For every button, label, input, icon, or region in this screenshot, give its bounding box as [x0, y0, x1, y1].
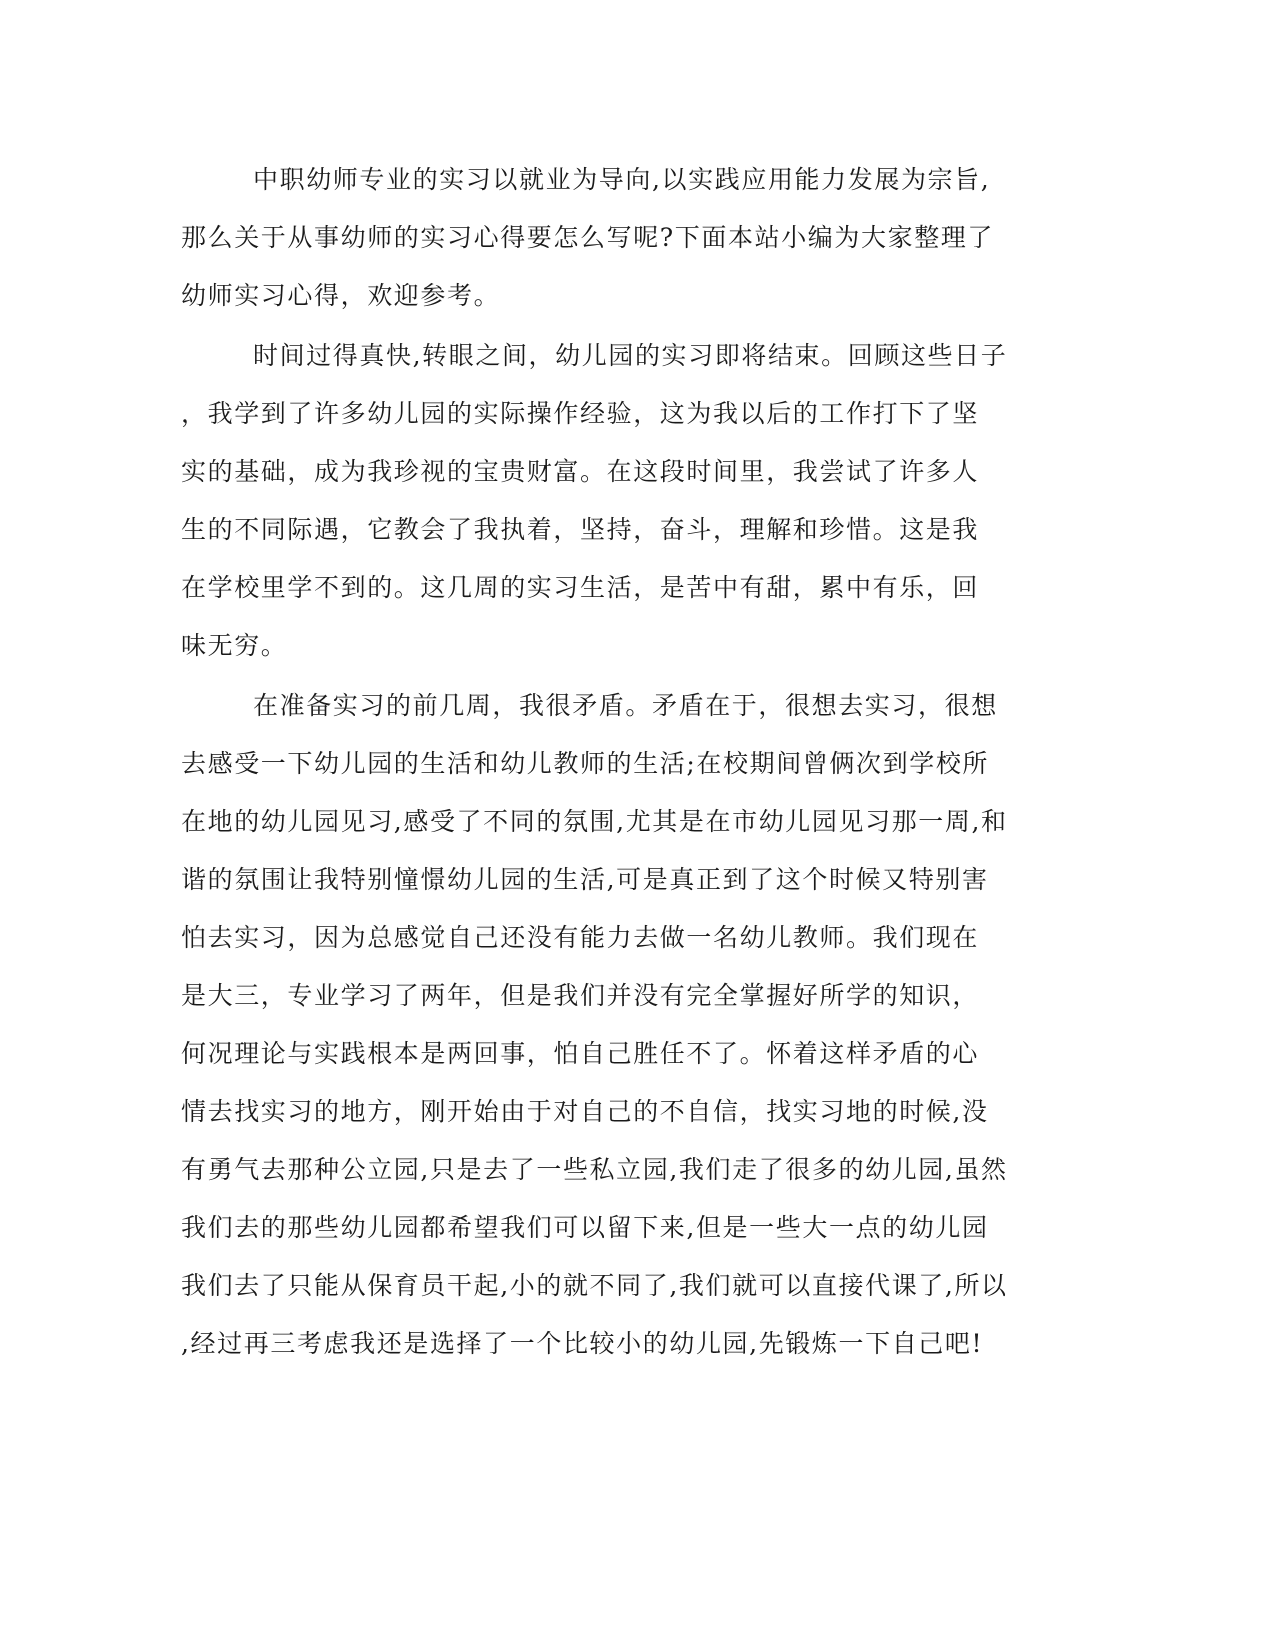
paragraph-3-line-4: 谐的氛围让我特别憧憬幼儿园的生活,可是真正到了这个时候又特别害 — [181, 865, 989, 894]
paragraph-3-line-5: 怕去实习，因为总感觉自己还没有能力去做一名幼儿教师。我们现在 — [181, 923, 980, 952]
paragraph-2-line-1: 时间过得真快,转眼之间，幼儿园的实习即将结束。回顾这些日子 — [253, 341, 1008, 370]
paragraph-2-line-4: 生的不同际遇，它教会了我执着，坚持，奋斗，理解和珍惜。这是我 — [181, 515, 980, 544]
paragraph-2-line-3: 实的基础，成为我珍视的宝贵财富。在这段时间里，我尝试了许多人 — [181, 457, 980, 486]
paragraph-3-line-12: ,经过再三考虑我还是选择了一个比较小的幼儿园,先锻炼一下自己吧! — [181, 1329, 984, 1358]
paragraph-3-line-10: 我们去的那些幼儿园都希望我们可以留下来,但是一些大一点的幼儿园 — [181, 1213, 989, 1242]
paragraph-1-line-3: 幼师实习心得，欢迎参考。 — [181, 281, 501, 310]
paragraph-3-line-2: 去感受一下幼儿园的生活和幼儿教师的生活;在校期间曾俩次到学校所 — [181, 749, 990, 778]
paragraph-3-line-11: 我们去了只能从保育员干起,小的就不同了,我们就可以直接代课了,所以 — [181, 1271, 1008, 1300]
paragraph-1-line-1: 中职幼师专业的实习以就业为导向,以实践应用能力发展为宗旨, — [253, 165, 991, 194]
paragraph-3-line-3: 在地的幼儿园见习,感受了不同的氛围,尤其是在市幼儿园见习那一周,和 — [181, 807, 1008, 836]
paragraph-2-line-6: 味无穷。 — [181, 631, 288, 660]
paragraph-3-line-8: 情去找实习的地方，刚开始由于对自己的不自信，找实习地的时候,没 — [181, 1097, 989, 1126]
paragraph-3-line-9: 有勇气去那种公立园,只是去了一些私立园,我们走了很多的幼儿园,虽然 — [181, 1155, 1008, 1184]
paragraph-2-line-5: 在学校里学不到的。这几周的实习生活，是苦中有甜，累中有乐，回 — [181, 573, 980, 602]
paragraph-3-line-6: 是大三，专业学习了两年，但是我们并没有完全掌握好所学的知识， — [181, 981, 980, 1010]
paragraph-3-line-1: 在准备实习的前几周，我很矛盾。矛盾在于，很想去实习，很想 — [253, 691, 998, 720]
paragraph-1-line-2: 那么关于从事幼师的实习心得要怎么写呢?下面本站小编为大家整理了 — [181, 223, 995, 252]
paragraph-3-line-7: 何况理论与实践根本是两回事，怕自己胜任不了。怀着这样矛盾的心 — [181, 1039, 980, 1068]
paragraph-2-line-2: ，我学到了许多幼儿园的实际操作经验，这为我以后的工作打下了坚 — [181, 399, 980, 428]
